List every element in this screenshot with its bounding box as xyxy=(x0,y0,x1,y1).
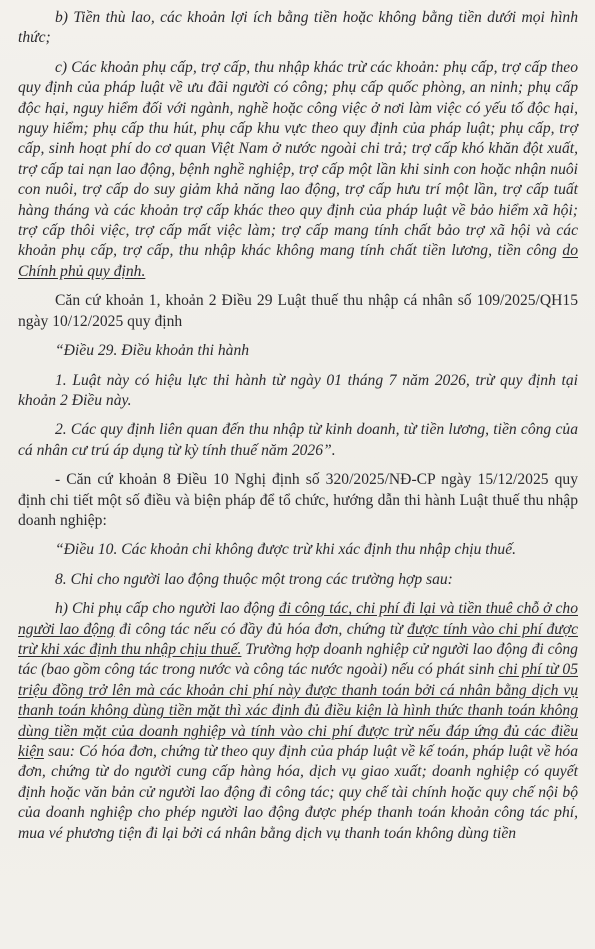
text-run: h) Chi phụ cấp cho người lao động xyxy=(55,600,279,618)
underlined-text: đi công tác, chi phí đi lại và tiền thuê chỗ ở cho người lao động xyxy=(18,600,578,638)
paragraph-d10-8 xyxy=(18,570,578,590)
text-run: c) Các khoản phụ cấp, trợ cấp, thu nhập khác trừ các khoản: phụ cấp, trợ cấp theo quy định của pháp luật về ưu đãi người có công; phụ cấp quốc phòng, an ninh; phụ cấp độc hại, nguy hiểm đối với ngành, nghề hoặc công việc ở nơi làm việc có yếu tố độc hại, nguy hiểm; phụ cấp thu hút, phụ cấp khu vực theo quy định của pháp luật; phụ cấp, trợ cấp, sinh hoạt phí do cơ quan Việt Nam ở nước ngoài chi trả; trợ cấp khó khăn đột xuất, trợ cấp tai nạn lao động, bệnh nghề nghiệp, trợ cấp một lần khi sinh con hoặc nhận nuôi con nuôi, trợ cấp do suy giảm khả năng lao động, trợ cấp hưu trí một lần, trợ cấp tuất hàng tháng và các khoản trợ cấp khác theo quy định của pháp luật về bảo hiểm xã hội; trợ cấp thôi việc, trợ cấp mất việc làm; trợ cấp mang tính chất bảo trợ xã hội và các khoản phụ cấp, trợ cấp, thu nhập khác không mang tính chất tiền lương, tiền công xyxy=(18,58,578,260)
text-run: sau: Có hóa đơn, chứng từ theo quy định của pháp luật về kế toán, pháp luật về hóa đơn, chứng từ do người cung cấp hàng hóa, dịch vụ giao xuất; doanh nghiệp có quyết định hoặc văn bản cử người lao động đi công tác; quy chế tài chính hoặc quy chế nội bộ của doanh nghiệp cho phép người lao động được phép thanh toán khoản công tác phí, mua vé phương tiện đi lại bởi cá nhân bằng dịch vụ thanh toán không dùng tiền xyxy=(18,743,578,842)
underlined-text: do Chính phủ quy định. xyxy=(18,242,578,280)
text-run: đi công tác nếu có đầy đủ hóa đơn, chứng từ xyxy=(114,620,408,638)
text-run: 2. Các quy định liên quan đến thu nhập từ kinh doanh, từ tiền lương, tiền công của cá nhân cư trú áp dụng từ kỳ tính thuế năm 2026”. xyxy=(18,421,578,459)
text-run: b) Tiền thù lao, các khoản lợi ích bằng tiền hoặc không bằng tiền dưới mọi hình thức; xyxy=(18,9,578,47)
underlined-text: được tính vào chi phí được trừ khi xác định thu nhập chịu thuế. xyxy=(18,620,578,658)
text-run: “Điều 10. Các khoản chi không được trừ khi xác định thu nhập chịu thuế. xyxy=(55,541,517,559)
paragraph-dieu-29 xyxy=(18,341,578,361)
paragraph-c xyxy=(18,58,578,282)
paragraph-d10-h xyxy=(18,599,578,844)
paragraph-d29-1 xyxy=(18,371,578,412)
text-run: “Điều 29. Điều khoản thi hành xyxy=(55,342,250,360)
underlined-text: chi phí từ 05 triệu đồng trở lên mà các khoản chi phí này được thanh toán bởi cá nhân bằng dịch vụ thanh toán không dùng tiền mặt thì xác định đủ điều kiện là hình thức thanh toán không dùng tiền mặt của doanh nghiệp và tính vào chi phí được trừ nếu đáp ứng đủ các điều kiện xyxy=(18,661,578,760)
text-run: - Căn cứ khoản 8 Điều 10 Nghị định số 320/2025/NĐ-CP ngày 15/12/2025 quy định chi tiết một số điều và biện pháp để tổ chức, hướng dẫn thi hành Luật thuế thu nhập doanh nghiệp: xyxy=(18,471,578,529)
paragraph-d29-2 xyxy=(18,420,578,461)
paragraph-b xyxy=(18,8,578,49)
text-run: Trường hợp doanh nghiệp cử người lao động đi công tác (bao gồm công tác trong nước và công tác nước ngoài) nếu có phát sinh xyxy=(18,640,578,679)
paragraph-dieu-10 xyxy=(18,540,578,560)
text-run: Căn cứ khoản 1, khoản 2 Điều 29 Luật thuế thu nhập cá nhân số 109/2025/QH15 ngày 10/12/2025 quy định xyxy=(18,292,578,330)
text-run: 8. Chi cho người lao động thuộc một trong các trường hợp sau: xyxy=(55,570,453,588)
paragraph-can-cu-29 xyxy=(18,291,578,332)
text-run: 1. Luật này có hiệu lực thi hành từ ngày 01 tháng 7 năm 2026, trừ quy định tại khoản 2 Điều này. xyxy=(18,371,578,409)
paragraph-can-cu-10 xyxy=(18,470,578,531)
